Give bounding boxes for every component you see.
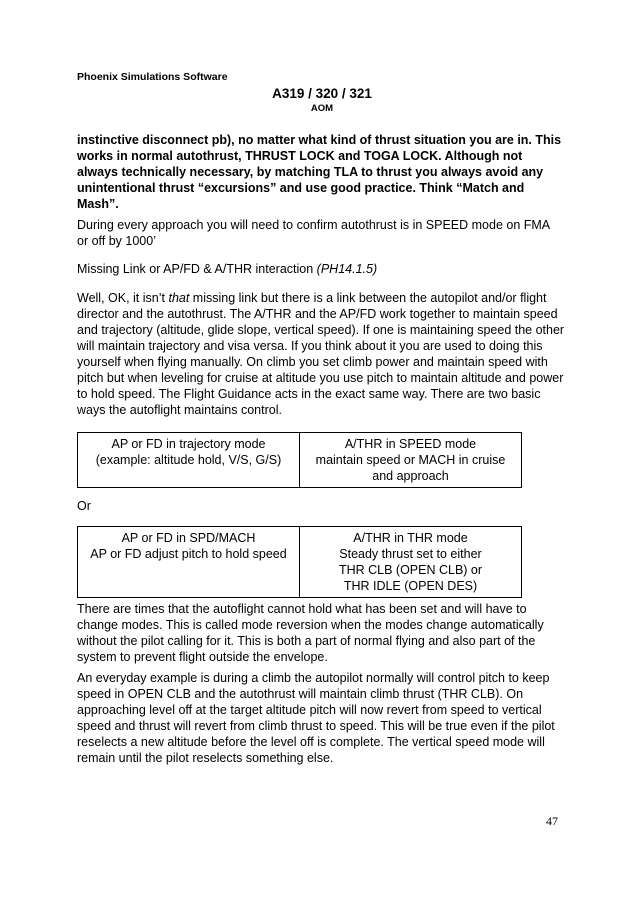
paragraph-link-explanation bbox=[77, 290, 567, 418]
text-line: director and the autothrust. The A/THR and the AP/FD work together to maintain speed bbox=[77, 307, 558, 321]
mode-table-speed bbox=[77, 526, 522, 598]
table-cell-right bbox=[300, 527, 522, 598]
text-line: Mash”. bbox=[77, 197, 119, 211]
text-line: speed and thrust will revert from climb thrust to speed. This will be true even if the pilot bbox=[77, 719, 555, 733]
table-row bbox=[78, 433, 522, 488]
cell-line: and approach bbox=[372, 469, 449, 483]
text-line: change modes. This is called mode reversion when the modes change automatically bbox=[77, 618, 544, 632]
text-line: An everyday example is during a climb the autopilot normally will control pitch to keep bbox=[77, 671, 550, 685]
cell-line: THR IDLE (OPEN DES) bbox=[343, 579, 478, 593]
text-line: unintentional thrust “excursions” and use good practice. Think “Match and bbox=[77, 181, 525, 195]
text-line: to hold speed. The Flight Guidance acts in the exact same way. There are two basic bbox=[77, 387, 541, 401]
text-segment: Well, OK, it isn’t bbox=[77, 291, 169, 305]
text-line: ways the autoflight maintains control. bbox=[77, 403, 282, 417]
text-line: pitch but when leveling for cruise at altitude you use pitch to maintain altitude and power bbox=[77, 371, 564, 385]
section-heading: Missing Link or AP/FD & A/THR interaction bbox=[77, 262, 317, 276]
cell-line: (example: altitude hold, V/S, G/S) bbox=[95, 453, 282, 467]
cell-line: maintain speed or MACH in cruise bbox=[315, 453, 506, 467]
text-line: remain until the pilot reselects something else. bbox=[77, 751, 334, 765]
cell-line: AP or FD in trajectory mode bbox=[111, 437, 266, 451]
paragraph-example bbox=[77, 670, 567, 766]
header-company: Phoenix Simulations Software bbox=[77, 71, 228, 83]
page-number: 47 bbox=[546, 814, 558, 828]
text-line: works in normal autothrust, THRUST LOCK and TOGA LOCK. Although not bbox=[77, 149, 523, 163]
or-label: Or bbox=[77, 499, 91, 513]
text-emphasis: that bbox=[168, 291, 190, 305]
text-line: will maintain trajectory and visa versa. If you think about it you are used to doing this bbox=[77, 339, 543, 353]
header-title bbox=[0, 86, 638, 101]
text-line: reselects a new altitude before the level off is complete. The vertical speed mode will bbox=[77, 735, 545, 749]
text-line: yourself when flying manually. On climb you set climb power and maintain speed with bbox=[77, 355, 548, 369]
section-reference: (PH14.1.5) bbox=[316, 262, 378, 276]
paragraph-missing-link bbox=[77, 261, 567, 277]
header-title-text: A319 / 320 / 321 bbox=[272, 86, 372, 101]
text-line: without the pilot calling for it. This is both a part of normal flying and also part of the bbox=[77, 634, 536, 648]
text-line: instinctive disconnect pb), no matter what kind of thrust situation you are in. This bbox=[77, 133, 562, 147]
cell-line: AP or FD in SPD/MACH bbox=[121, 531, 256, 545]
text-line: approaching level off at the target altitude pitch will now revert from speed to vertical bbox=[77, 703, 542, 717]
paragraph-mode-reversion bbox=[77, 601, 567, 665]
text-line: always technically necessary, by matching TLA to thrust you always avoid any bbox=[77, 165, 544, 179]
text-segment: missing link but there is a link between the autopilot and/or flight bbox=[189, 291, 547, 305]
paragraph-bold-intro bbox=[77, 132, 567, 212]
paragraph-approach bbox=[77, 217, 567, 249]
text-line: and trajectory (altitude, glide slope, vertical speed). If one is maintaining speed the other bbox=[77, 323, 565, 337]
text-line: During every approach you will need to confirm autothrust is in SPEED mode on FMA bbox=[77, 218, 551, 232]
cell-line: A/THR in THR mode bbox=[353, 531, 468, 545]
header-subtitle bbox=[0, 103, 638, 114]
text-line: system to prevent flight outside the envelope. bbox=[77, 650, 328, 664]
text-line: or off by 1000’ bbox=[77, 234, 156, 248]
table-cell-right bbox=[300, 433, 522, 488]
table-cell-left bbox=[78, 433, 300, 488]
text-line: There are times that the autoflight cannot hold what has been set and will have to bbox=[77, 602, 527, 616]
header-subtitle-text: AOM bbox=[310, 103, 334, 114]
text-line: speed in OPEN CLB and the autothrust will maintain climb thrust (THR CLB). On bbox=[77, 687, 524, 701]
mode-table-trajectory bbox=[77, 432, 522, 488]
cell-line: AP or FD adjust pitch to hold speed bbox=[90, 547, 287, 561]
cell-line: THR CLB (OPEN CLB) or bbox=[338, 563, 483, 577]
table-cell-left bbox=[78, 527, 300, 598]
cell-line: Steady thrust set to either bbox=[339, 547, 482, 561]
table-row bbox=[78, 527, 522, 598]
cell-line: A/THR in SPEED mode bbox=[344, 437, 477, 451]
